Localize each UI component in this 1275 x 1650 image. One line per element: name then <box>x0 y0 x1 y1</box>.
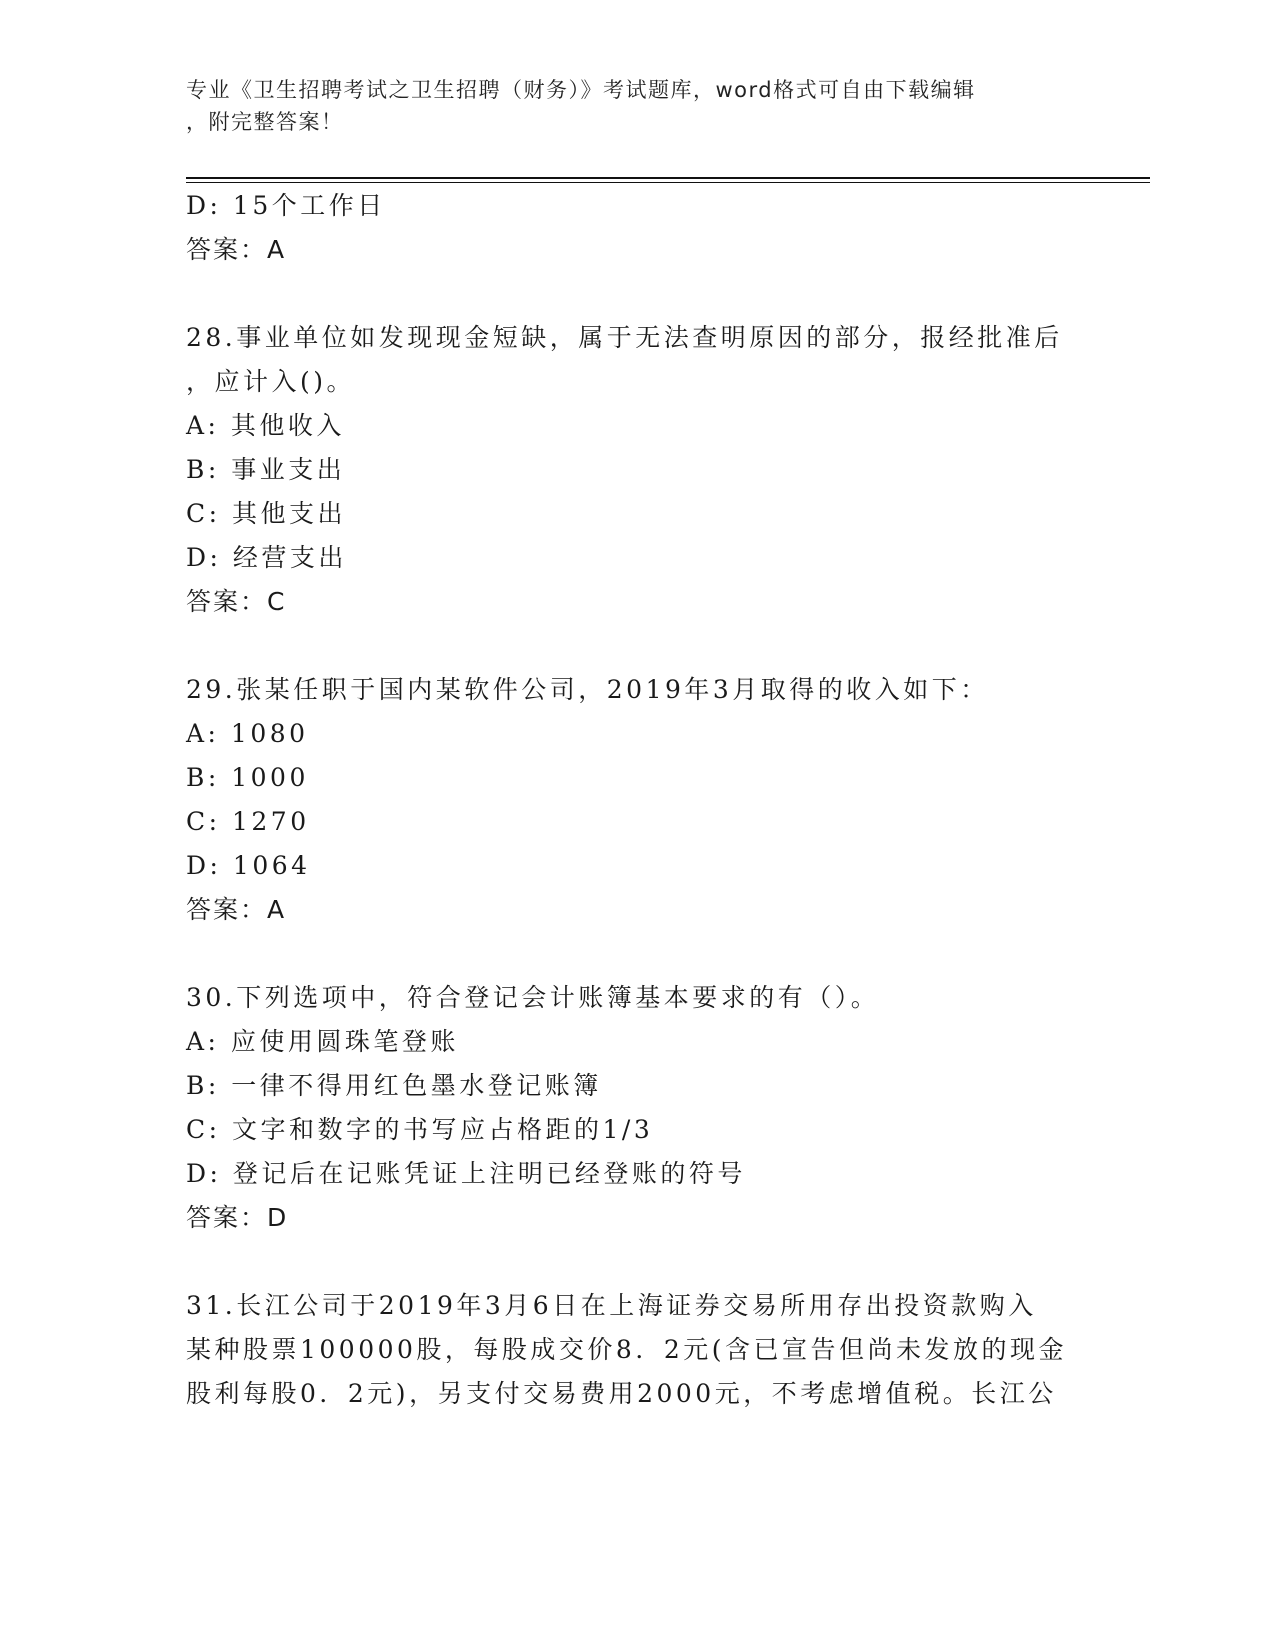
question-29-option-b: B: 1000 <box>186 763 309 792</box>
question-29-option-a: A: 1080 <box>186 719 309 748</box>
header-title-line: 专业《卫生招聘考试之卫生招聘（财务）》考试题库，word格式可自由下载编辑 <box>186 78 976 102</box>
question-30-stem: 30.下列选项中，符合登记会计账簿基本要求的有（）。 <box>186 983 880 1012</box>
question-31-stem: 31.长江公司于2019年3月6日在上海证券交易所用存出投资款购入 <box>186 1291 1037 1320</box>
question-29-stem: 29.张某任职于国内某软件公司，2019年3月取得的收入如下： <box>186 675 989 704</box>
question-31-stem-continuation-1: 某种股票100000股，每股成交价8．2元(含已宣告但尚未发放的现金 <box>186 1335 1068 1364</box>
question-28-option-a: A: 其他收入 <box>186 411 345 440</box>
question-28-option-d: D: 经营支出 <box>186 543 347 572</box>
question-28-stem: 28.事业单位如发现现金短缺，属于无法查明原因的部分，报经批准后 <box>186 323 1063 352</box>
question-28-answer: 答案：C <box>186 587 287 616</box>
question-30-option-a: A: 应使用圆珠笔登账 <box>186 1027 459 1056</box>
question-30-answer: 答案：D <box>186 1203 289 1232</box>
question-28-stem-continuation: ，应计入()。 <box>186 367 356 396</box>
question-30-option-d: D: 登记后在记账凭证上注明已经登账的符号 <box>186 1159 746 1188</box>
question-28-option-c: C: 其他支出 <box>186 499 346 528</box>
header-title-continuation: ，附完整答案！ <box>186 110 344 134</box>
answer-line: 答案：A <box>186 235 287 264</box>
question-29-option-d: D: 1064 <box>186 851 311 880</box>
question-30-option-c: C: 文字和数字的书写应占格距的1/3 <box>186 1115 654 1144</box>
header-divider-thick <box>186 177 1150 179</box>
option-d: D: 15个工作日 <box>186 191 386 220</box>
question-29-option-c: C: 1270 <box>186 807 310 836</box>
question-28-option-b: B: 事业支出 <box>186 455 346 484</box>
header-divider-thin <box>186 182 1150 183</box>
question-31-stem-continuation-2: 股利每股0．2元)，另支付交易费用2000元，不考虑增值税。长江公 <box>186 1379 1057 1408</box>
document-header <box>186 74 1066 138</box>
question-29-answer: 答案：A <box>186 895 287 924</box>
question-30-option-b: B: 一律不得用红色墨水登记账簿 <box>186 1071 602 1100</box>
